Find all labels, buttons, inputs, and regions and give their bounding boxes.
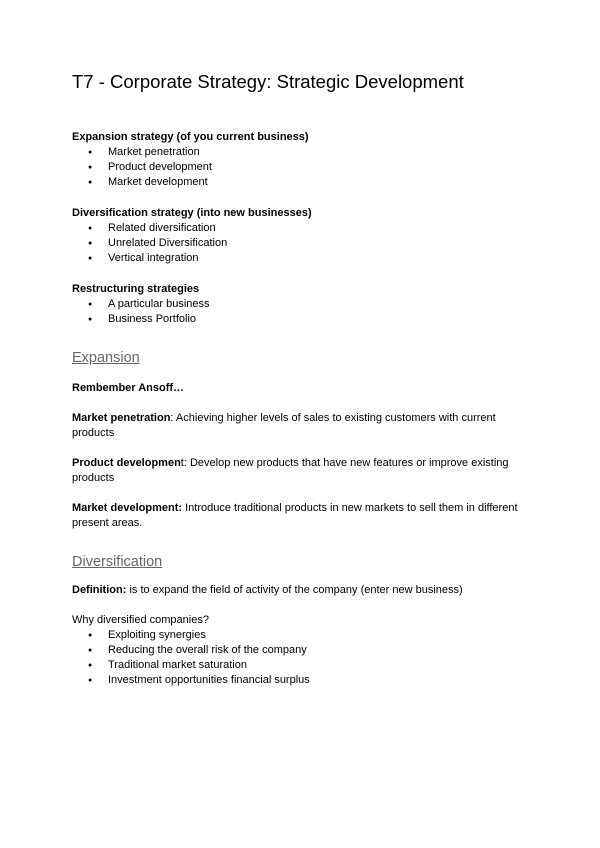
page-title: T7 - Corporate Strategy: Strategic Development bbox=[72, 71, 464, 92]
restructuring-strategies-list bbox=[72, 297, 528, 327]
expansion-strategy-heading: Expansion strategy (of you current business) bbox=[72, 131, 309, 143]
expansion-strategy-list bbox=[72, 145, 528, 190]
product-development-definition: t: Develop new products that have new features or improve existing products bbox=[72, 457, 509, 484]
market-development-paragraph bbox=[72, 501, 528, 531]
list-item: ● Market penetration bbox=[108, 145, 528, 160]
diversification-strategy-heading: Diversification strategy (into new businesses) bbox=[72, 207, 312, 219]
list-item: ● Business Portfolio bbox=[108, 312, 528, 327]
list-item: ● Unrelated Diversification bbox=[108, 236, 528, 251]
market-development-definition: Introduce traditional products in new markets to sell them in different present areas. bbox=[72, 502, 518, 529]
definition-term: Definition: bbox=[72, 584, 127, 596]
market-penetration-term: Market penetration bbox=[72, 412, 171, 424]
list-item: ● Investment opportunities financial surplus bbox=[108, 673, 528, 688]
restructuring-strategies-heading: Restructuring strategies bbox=[72, 283, 200, 295]
definition-paragraph bbox=[72, 583, 528, 598]
list-item: ● Reducing the overall risk of the company bbox=[108, 643, 528, 658]
list-item: ● Traditional market saturation bbox=[108, 658, 528, 673]
list-item: ● A particular business bbox=[108, 297, 528, 312]
market-penetration-definition: : Achieving higher levels of sales to existing customers with current products bbox=[72, 412, 496, 439]
list-item: ● Exploiting synergies bbox=[108, 628, 528, 643]
list-item: ● Related diversification bbox=[108, 221, 528, 236]
definition-text: is to expand the field of activity of the company (enter new business) bbox=[126, 584, 463, 596]
list-item: ● Product development bbox=[108, 160, 528, 175]
product-development-term: Product developmen bbox=[72, 457, 181, 469]
why-diversified-question: Why diversified companies? bbox=[72, 614, 209, 626]
remember-ansoff: Rembember Ansoff… bbox=[72, 382, 185, 394]
market-development-term: Market development: bbox=[72, 502, 183, 514]
expansion-section-heading: Expansion bbox=[72, 350, 140, 366]
product-development-paragraph bbox=[72, 456, 528, 486]
list-item: ● Market development bbox=[108, 175, 528, 190]
list-item: ● Vertical integration bbox=[108, 251, 528, 266]
diversification-strategy-list bbox=[72, 221, 528, 266]
diversification-section-heading: Diversification bbox=[72, 554, 163, 570]
market-penetration-paragraph bbox=[72, 411, 528, 441]
diversification-reasons-list bbox=[72, 628, 528, 688]
